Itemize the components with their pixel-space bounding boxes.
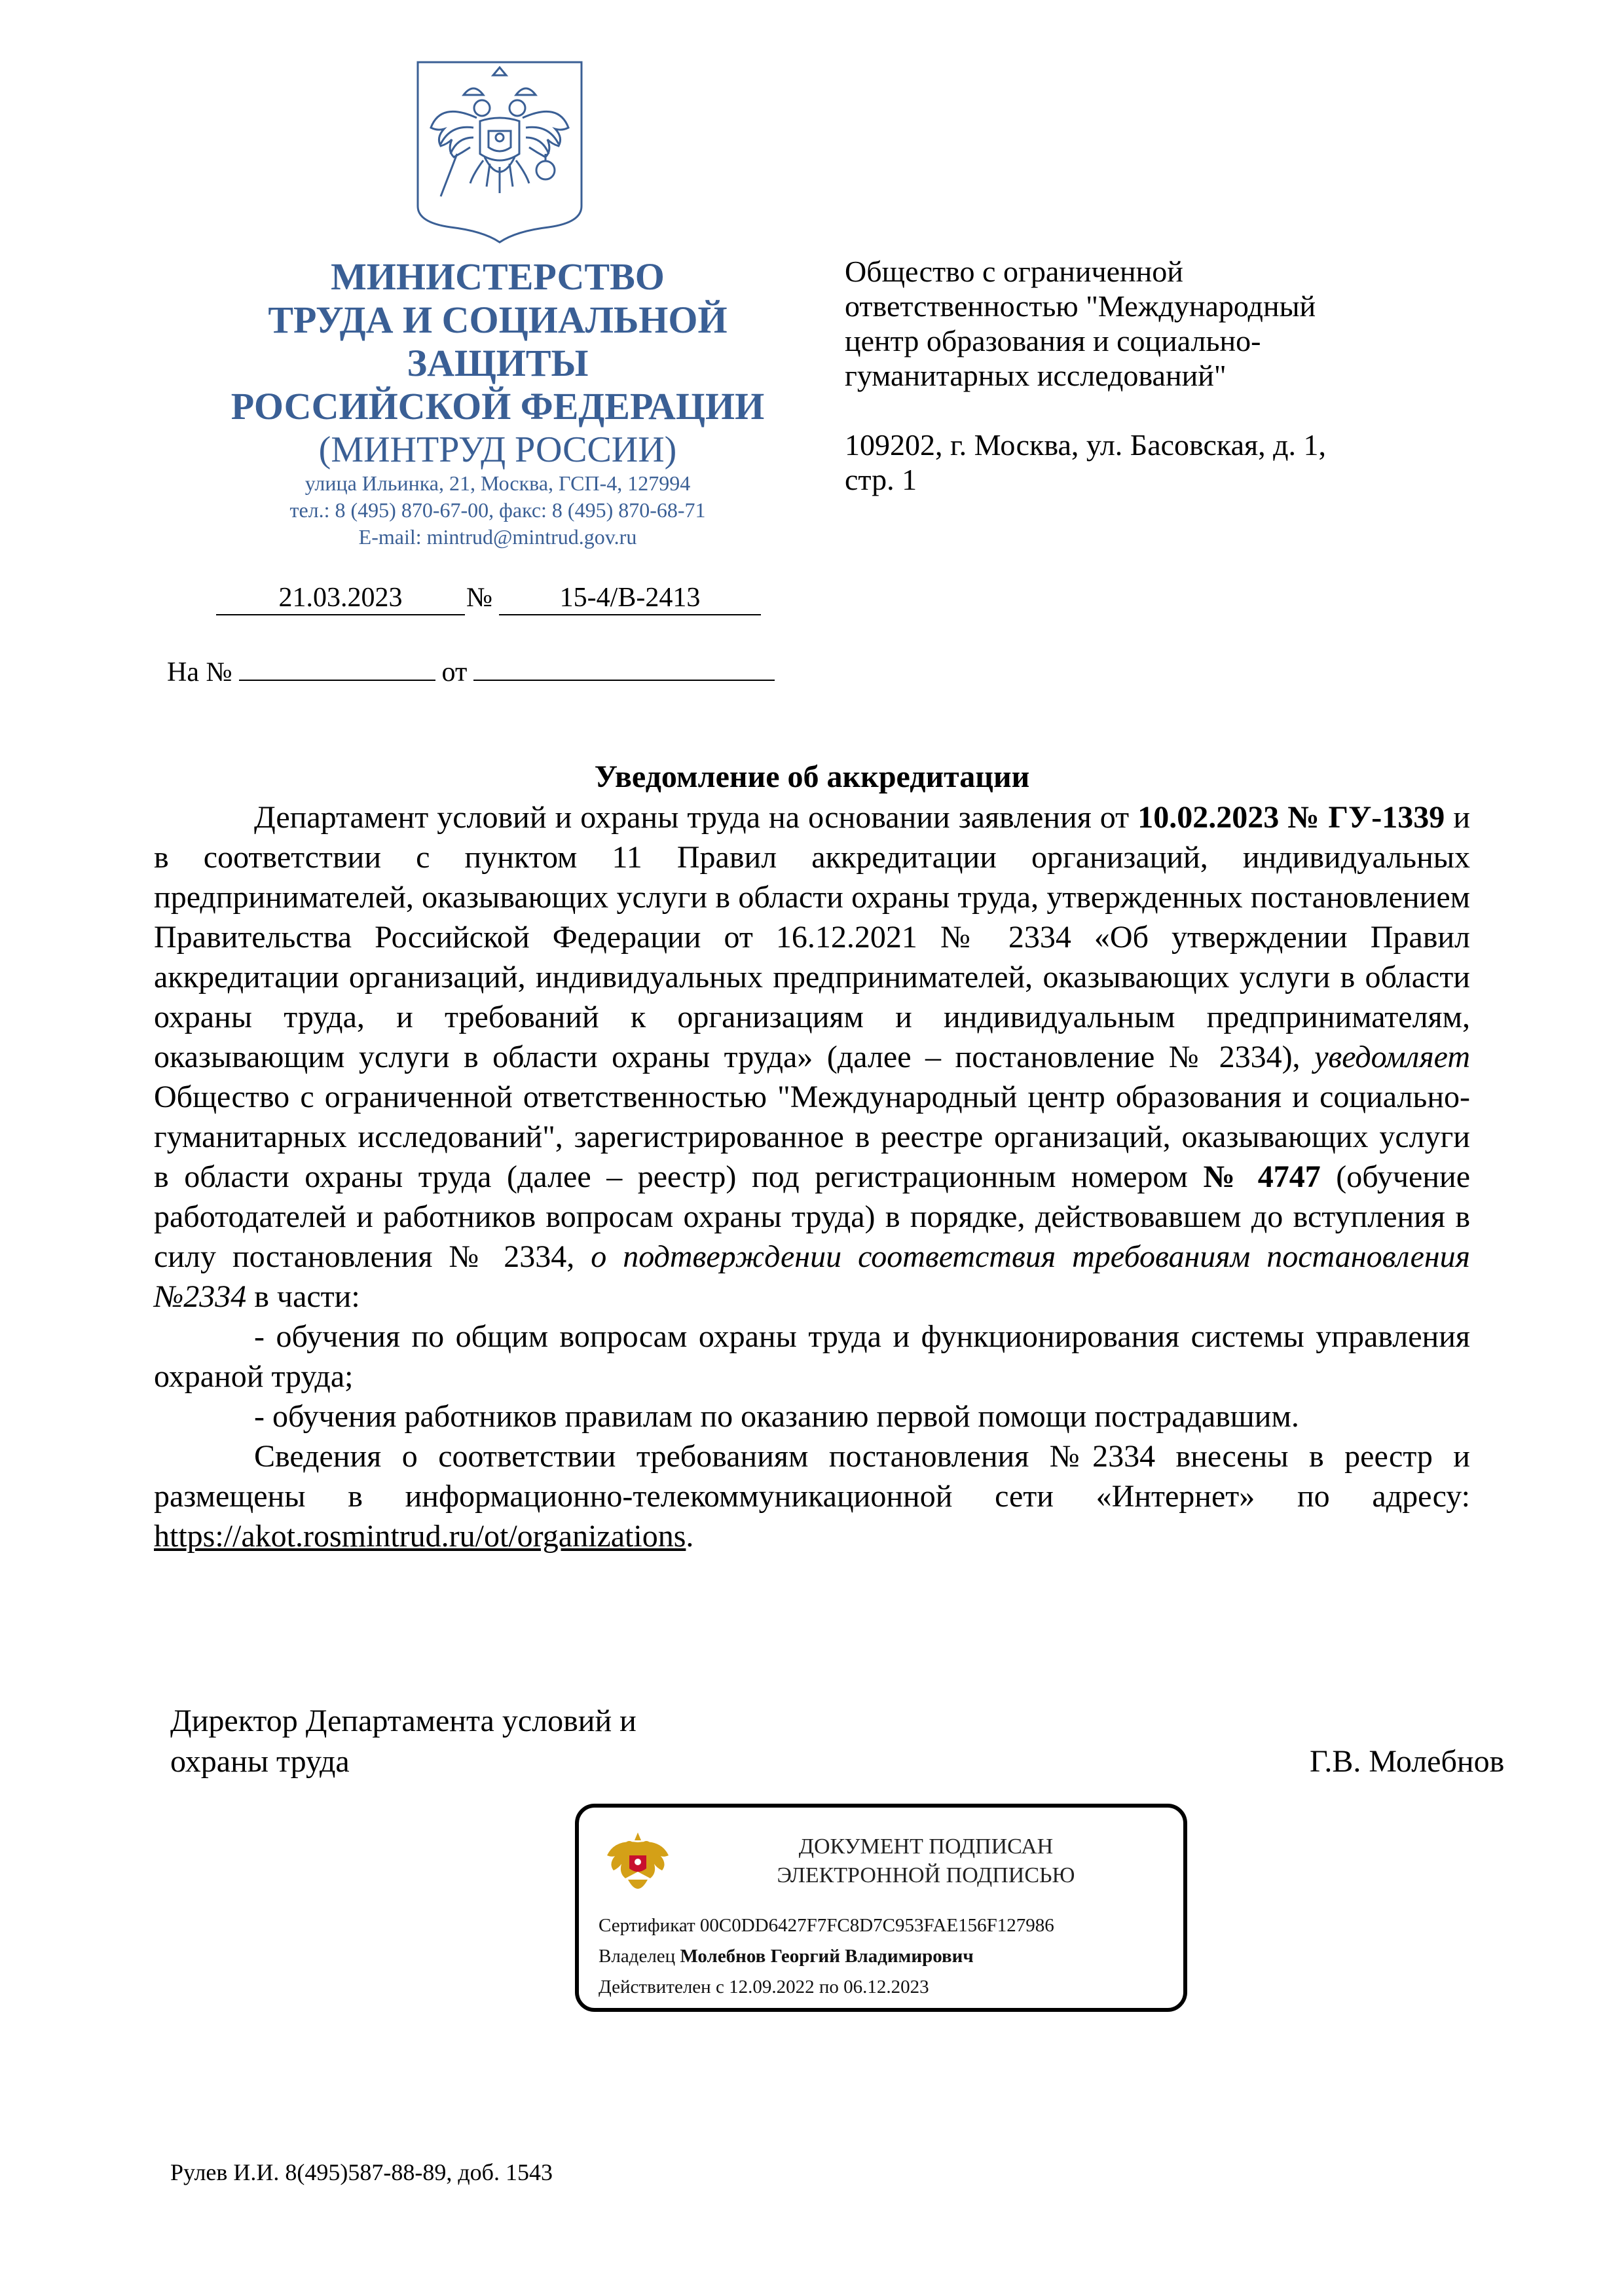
body-text: Общество с ограниченной ответственностью "Международный центр образования и социально-гуманитарных исследований", зарегистрированное в реестре организаций, оказывающих услуги в области охраны труда (далее – реестр) под регистрационным номером — [154, 1080, 1470, 1194]
electronic-signature-stamp — [575, 1804, 1187, 2012]
body-text: и в соответствии с пунктом 11 Правил аккредитации организаций, индивидуальных предпринимателей, оказывающих услуги в области охраны труда, утвержденных постановлением Правительства Российской Федерации от 16.12.2021 № 2334 «Об утверждении Правил аккредитации организаций, индивидуальных предпринимателей, оказывающих услуги в области охраны труда, и требований к организациям и индивидуальным предпринимателям, оказывающим услуги в области охраны труда» (далее – постановление № 2334), — [154, 800, 1471, 1074]
body-emphasis: о подтверждении соответствия требованиям постановления №2334 — [154, 1239, 1470, 1314]
reply-reference — [167, 656, 775, 689]
body-text: в части: — [246, 1279, 360, 1314]
reply-number-blank — [239, 656, 435, 681]
reply-date-blank — [473, 656, 775, 681]
addressee-address-line: 109202, г. Москва, ул. Басовская, д. 1, — [845, 428, 1327, 462]
esig-valid-to-label: по — [819, 1977, 839, 1997]
addressee-org-line: ответственностью "Международный — [845, 289, 1316, 323]
body-emphasis: уведомляет — [1314, 1040, 1470, 1074]
application-reference: 10.02.2023 № ГУ-1339 — [1137, 800, 1445, 835]
registry-link[interactable]: https://akot.rosmintrud.ru/ot/organizations — [154, 1519, 686, 1554]
signer-position-line: Директор Департамента условий и — [170, 1704, 637, 1738]
ministry-address: улица Ильинка, 21, Москва, ГСП-4, 127994 — [304, 471, 691, 495]
esig-valid-from: 12.09.2022 — [729, 1977, 815, 1997]
body-text: (обучение работодателей и работников вопросам охраны труда) в порядке, действовавшем до вступления в силу постановления № 2334, — [154, 1159, 1471, 1274]
body-paragraph — [154, 1436, 1470, 1556]
addressee-block — [845, 254, 1500, 497]
esig-validity — [599, 1975, 929, 1999]
signer-name: Г.В. Молебнов — [1310, 1744, 1505, 1779]
signer-position — [170, 1701, 637, 1782]
registry-number: № 4747 — [1203, 1159, 1321, 1194]
ministry-name-line: МИНИСТЕРСТВО — [331, 255, 665, 298]
body-paragraph — [154, 797, 1470, 1317]
ministry-name-line: ЗАЩИТЫ — [407, 342, 589, 384]
reply-number-label: На № — [167, 657, 232, 687]
body-list-item: - обучения работников правилам по оказанию первой помощи пострадавшим. — [254, 1399, 1299, 1434]
body-text: Сведения о соответствии требованиям постановления №2334 внесены в реестр и размещены в информационно-телекоммуникационной сети «Интернет» по адресу: — [154, 1439, 1470, 1514]
ministry-phone: тел.: 8 (495) 870-67-00, факс: 8 (495) 870-68-71 — [289, 498, 706, 522]
body-text: Департамент условий и охраны труда на основании заявления от — [254, 800, 1138, 835]
ministry-name-line: ТРУДА И СОЦИАЛЬНОЙ — [268, 299, 728, 341]
ministry-email: E-mail: mintrud@mintrud.gov.ru — [358, 525, 637, 549]
coat-of-arms-icon — [411, 56, 588, 246]
registration-date: 21.03.2023 — [216, 581, 465, 615]
esig-owner-value: Молебнов Георгий Владимирович — [680, 1946, 974, 1967]
addressee-address-line: стр. 1 — [845, 463, 917, 496]
esig-header — [703, 1832, 1149, 1890]
registration-number: 15-4/В-2413 — [499, 581, 761, 615]
esig-cert-value: 00C0DD6427F7FC8D7C953FAE156F127986 — [699, 1915, 1054, 1936]
esig-certificate — [599, 1914, 1054, 1937]
addressee-org-line: центр образования и социально- — [845, 324, 1261, 357]
ministry-name-line: РОССИЙСКОЙ ФЕДЕРАЦИИ — [231, 385, 765, 428]
body-text: . — [686, 1519, 694, 1554]
coat-of-arms-icon — [602, 1826, 674, 1901]
signer-position-line: охраны труда — [170, 1744, 350, 1779]
esig-header-line: ЭЛЕКТРОННОЙ ПОДПИСЬЮ — [777, 1863, 1075, 1887]
ministry-header — [157, 255, 838, 551]
esig-valid-to: 06.12.2023 — [843, 1977, 929, 1997]
esig-owner — [599, 1944, 974, 1968]
registration-number-label: № — [466, 583, 493, 613]
addressee-org-line: Общество с ограниченной — [845, 255, 1183, 288]
esig-valid-label: Действителен с — [599, 1977, 724, 1997]
esig-cert-label: Сертификат — [599, 1915, 695, 1936]
reply-from-label: от — [441, 657, 468, 687]
executor-contact: Рулев И.И. 8(495)587-88-89, доб. 1543 — [170, 2159, 553, 2185]
body-list-item: - обучения по общим вопросам охраны труда и функционирования системы управления охраной труда; — [154, 1319, 1470, 1394]
addressee-org-line: гуманитарных исследований" — [845, 359, 1227, 392]
document-title: Уведомление об аккредитации — [594, 759, 1030, 794]
ministry-short-name: (МИНТРУД РОССИИ) — [318, 429, 677, 470]
document-body — [154, 797, 1470, 1556]
esig-owner-label: Владелец — [599, 1946, 676, 1967]
esig-header-line: ДОКУМЕНТ ПОДПИСАН — [798, 1834, 1054, 1859]
